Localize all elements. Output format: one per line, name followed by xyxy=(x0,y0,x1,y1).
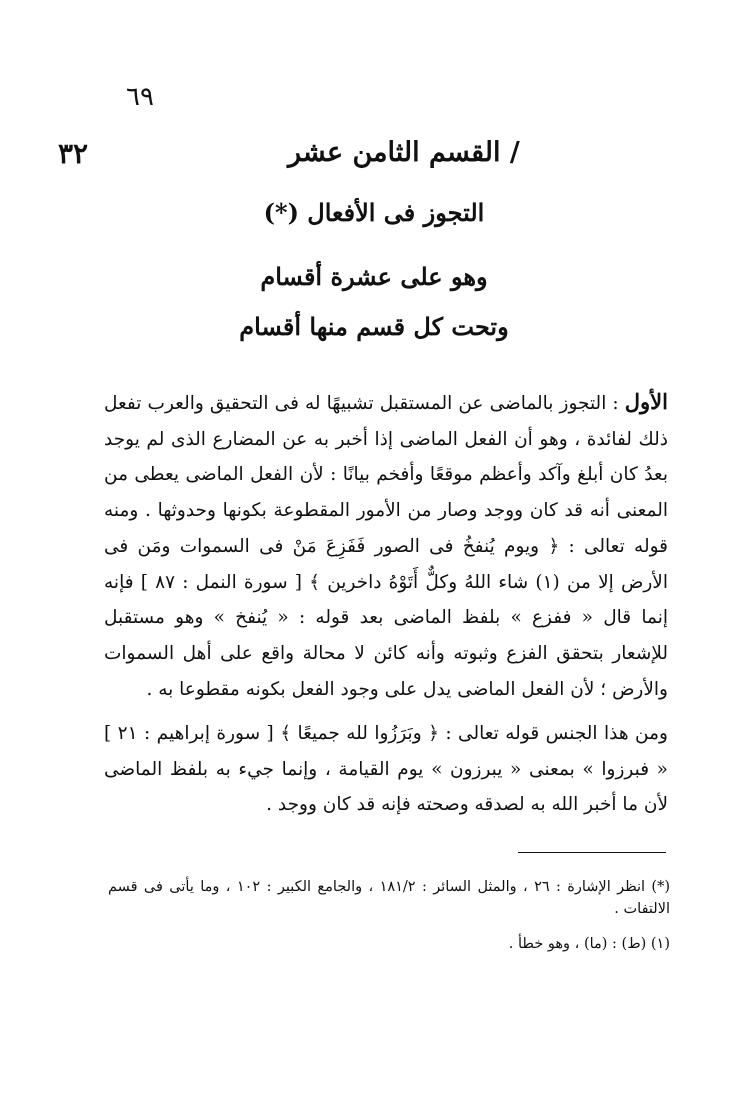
paragraph-second: ومن هذا الجنس قوله تعالى : ﴿ وبَرَزُوا لله جميعًا ﴾ [ سورة إبراهيم : ٢١ ] « فبرزوا » بمعنى « يبرزون » يوم القيامة ، وإنما جيء به بلفظ الماضى لأن ما أخبر الله به لصدقه وصحته فإنه قد كان ووجد . xyxy=(104,723,668,816)
page-number: ٦٩ xyxy=(126,82,154,112)
chapter-subheading: وهو على عشرة أقسام xyxy=(260,262,488,291)
footnote-one: (١) (ط) : (ما) ، وهو خطأ . xyxy=(508,936,670,952)
paragraph-first-type xyxy=(104,384,668,707)
section-number: ٣٢ xyxy=(58,137,89,170)
paragraph-lead-word: الأول xyxy=(624,389,668,414)
paragraph-body: : التجوز بالماضى عن المستقبل تشبيهًا له فى التحقيق والعرب تفعل ذلك لفائدة ، وهو أن الفعل الماضى إذا أخبر به عن المضارع الذى لم يوجد بعدُ كان أبلغ وآكد وأعظم موقعًا وأفخم بيانًا : لأن الفعل الماضى يعطى من المعنى أنه قد كان ووجد وصار من الأمور المقطوعة بكونها وحدوثها . ومنه قوله تعالى : ﴿ ويوم يُنفخُ فى الصور فَفَزِعَ مَنْ فى السموات ومَن فى الأرض إلا من (١) شاء اللهُ وكلٌّ أَتَوْهُ داخرين ﴾ [ سورة النمل : ٨٧ ] فإنه إنما قال « ففزع » بلفظ الماضى بعد قوله : « يُنفخ » وهو مستقبل للإشعار بتحقق الفزع وثبوته وأنه كائن لا محالة واقع على أهل السموات والأرض ؛ لأن الفعل الماضى يدل على وجود الفعل بكونه مقطوعا به . xyxy=(104,393,668,700)
section-title: / القسم الثامن عشر xyxy=(288,137,520,168)
chapter-subheading-2: وتحت كل قسم منها أقسام xyxy=(239,312,509,341)
footnote-star: (*) انظر الإشارة : ٢٦ ، والمثل السائر : ١٨١/٢ ، والجامع الكبير : ١٠٢ ، وما يأتى فى قسم الالتفات . xyxy=(108,879,670,917)
chapter-heading: التجوز فى الأفعال (*) xyxy=(263,198,485,227)
section-header xyxy=(58,137,520,177)
footnote-divider xyxy=(518,852,666,853)
